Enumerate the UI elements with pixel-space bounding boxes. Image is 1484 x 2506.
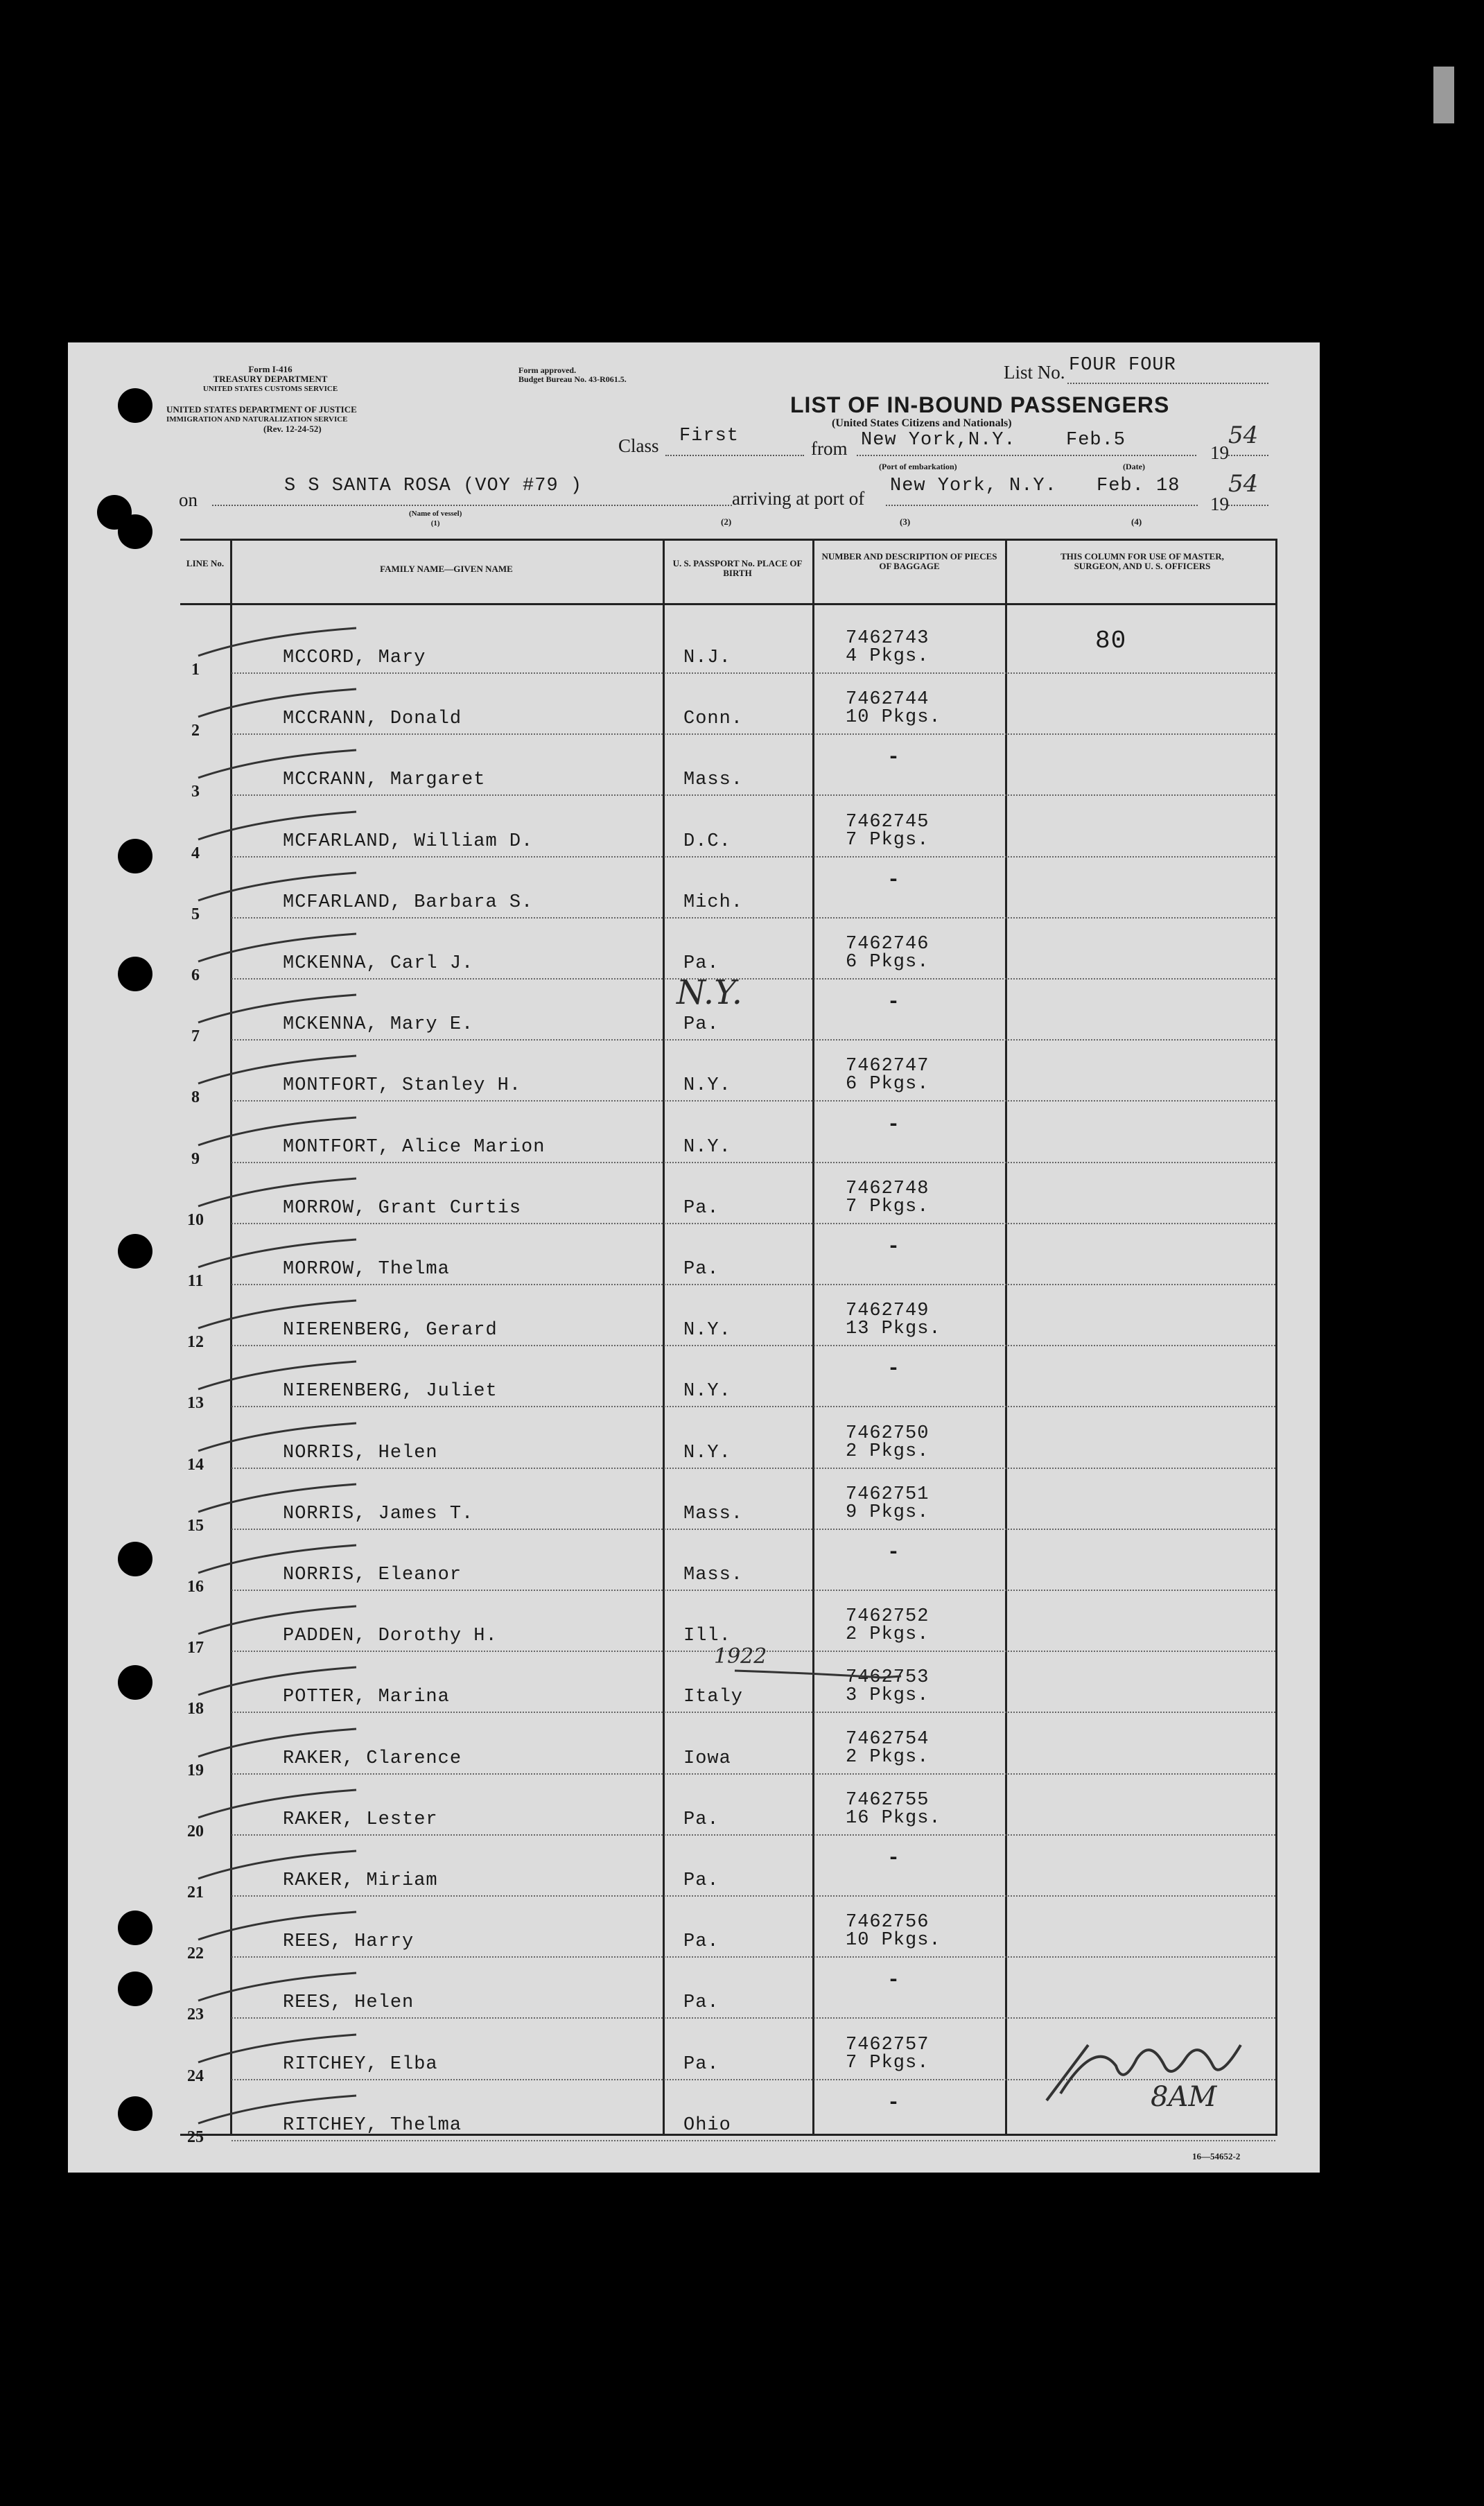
place-of-birth: Conn.	[683, 708, 744, 730]
baggage-dash: -	[887, 1847, 900, 1870]
baggage-number: 7462751	[846, 1483, 929, 1505]
table-row	[180, 1041, 1275, 1107]
place-of-birth: Mich.	[683, 891, 744, 913]
form-id-block	[166, 365, 374, 394]
line-number: 12	[187, 1333, 204, 1352]
punch-hole	[118, 1234, 152, 1269]
passenger-name: RITCHEY, Thelma	[283, 2114, 462, 2136]
place-of-birth: N.Y.	[683, 1075, 731, 1097]
baggage-pieces: 16 Pkgs.	[846, 1807, 941, 1829]
table-row	[180, 735, 1275, 801]
punch-hole	[118, 957, 152, 991]
line-number: 19	[187, 1761, 204, 1780]
passenger-name: NORRIS, Eleanor	[283, 1565, 462, 1585]
stamp-time: 8AM	[1151, 2081, 1217, 2113]
port-caption: (Port of embarkation)	[879, 462, 957, 471]
passenger-name: PADDEN, Dorothy H.	[283, 1626, 498, 1647]
table-row	[180, 1775, 1275, 1841]
form-approved: Form approved.	[518, 365, 577, 375]
arrival-port: New York, N.Y.	[890, 476, 1057, 496]
place-of-birth: N.J.	[683, 647, 731, 668]
arrival-year-prefix: 19	[1210, 494, 1229, 514]
baggage-pieces: 7 Pkgs.	[846, 1196, 929, 1217]
col-header-name: FAMILY NAME—GIVEN NAME	[380, 564, 513, 574]
col3-number: (3)	[900, 516, 911, 527]
punch-hole	[118, 388, 152, 423]
line-number: 1	[191, 661, 200, 679]
officer-note-row1: 80	[1095, 627, 1127, 655]
table-row	[180, 858, 1275, 923]
baggage-pieces: 6 Pkgs.	[846, 952, 929, 973]
line-number: 24	[187, 2066, 204, 2085]
passenger-name: MCFARLAND, Barbara S.	[283, 891, 534, 913]
class-label: Class	[618, 435, 659, 456]
place-of-birth: N.Y.	[683, 1136, 731, 1158]
col-header-baggage: NUMBER AND DESCRIPTION OF PIECES OF BAGGAGE	[821, 551, 997, 571]
baggage-dash: -	[887, 1235, 900, 1259]
punch-hole	[118, 1972, 152, 2006]
baggage-number: 7462747	[846, 1056, 929, 1077]
class-value: First	[679, 426, 740, 446]
table-row	[180, 1224, 1275, 1290]
baggage-pieces: 3 Pkgs.	[846, 1685, 929, 1707]
row-rule	[232, 2140, 1275, 2141]
from-port: New York,N.Y.	[861, 430, 1016, 451]
place-of-birth: Mass.	[683, 1503, 744, 1524]
col4-number: (4)	[1131, 516, 1142, 527]
place-of-birth: D.C.	[683, 830, 731, 852]
line-number: 21	[187, 1883, 204, 1902]
place-of-birth: Italy	[683, 1687, 744, 1708]
baggage-dash: -	[887, 746, 900, 770]
line-number: 14	[187, 1455, 204, 1474]
place-of-birth: Pa.	[683, 1197, 719, 1219]
list-no-value: FOUR FOUR	[1069, 355, 1176, 376]
baggage-number: 7462750	[846, 1422, 929, 1444]
baggage-pieces: 4 Pkgs.	[846, 646, 929, 667]
line-number: 3	[191, 783, 200, 801]
arrival-date: Feb. 18	[1097, 476, 1180, 496]
vessel-line	[212, 505, 732, 506]
list-no-label: List No.	[1004, 362, 1065, 383]
baggage-number: 7462744	[846, 689, 929, 711]
line-number: 6	[191, 966, 200, 984]
list-subtitle: (United States Citizens and Nationals)	[832, 417, 1012, 429]
baggage-pieces: 7 Pkgs.	[846, 829, 929, 851]
form-number: Form I-416	[248, 364, 293, 374]
year-line	[1228, 455, 1268, 456]
customs-name: UNITED STATES CUSTOMS SERVICE	[202, 385, 338, 393]
table-row	[180, 919, 1275, 984]
passenger-name: MCKENNA, Mary E.	[283, 1014, 474, 1036]
baggage-number: 7462749	[846, 1300, 929, 1322]
baggage-dash: -	[887, 1113, 900, 1137]
baggage-number: 7462755	[846, 1789, 929, 1811]
line-number: 15	[187, 1516, 204, 1535]
date-caption: (Date)	[1123, 462, 1145, 471]
table-row	[180, 1897, 1275, 1963]
punch-hole	[118, 1911, 152, 1945]
vessel-caption-text: (Name of vessel)	[409, 510, 462, 518]
passenger-name: MCCORD, Mary	[283, 647, 426, 668]
arrival-year-line	[1228, 505, 1268, 506]
officer-signature	[1033, 2024, 1262, 2114]
table-row	[180, 1163, 1275, 1229]
passenger-name: MONTFORT, Stanley H.	[283, 1075, 522, 1097]
place-of-birth: Mass.	[683, 769, 744, 791]
passenger-table	[180, 539, 1277, 2146]
place-of-birth: Ohio	[683, 2114, 731, 2136]
col2-number: (2)	[721, 516, 732, 527]
handwritten-ny-row7: N.Y.	[676, 973, 742, 1012]
arriving-label: arriving at port of	[732, 488, 865, 509]
table-row	[180, 797, 1275, 862]
passenger-name: MCCRANN, Margaret	[283, 769, 486, 791]
justice-block	[166, 405, 492, 434]
baggage-number: 7462756	[846, 1912, 929, 1933]
line-number: 8	[191, 1088, 200, 1107]
table-row	[180, 1958, 1275, 2024]
baggage-dash: -	[887, 868, 900, 892]
handwritten-arrow-row18	[638, 1650, 1026, 1691]
place-of-birth: N.Y.	[683, 1442, 731, 1463]
baggage-dash: -	[887, 991, 900, 1015]
line-number: 20	[187, 1822, 204, 1841]
passenger-name: MONTFORT, Alice Marion	[283, 1136, 545, 1158]
table-row	[180, 1102, 1275, 1168]
baggage-dash: -	[887, 1357, 900, 1382]
passenger-name: MCKENNA, Carl J.	[283, 953, 474, 974]
punch-hole	[118, 514, 152, 549]
list-title: LIST OF IN-BOUND PASSENGERS	[790, 392, 1170, 417]
table-row	[180, 1836, 1275, 1902]
baggage-number: 7462754	[846, 1728, 929, 1750]
passenger-name: RITCHEY, Elba	[283, 2053, 438, 2075]
baggage-number: 7462757	[846, 2034, 929, 2055]
col-header-officers: THIS COLUMN FOR USE OF MASTER, SURGEON, AND U. S. OFFICERS	[1060, 551, 1224, 571]
embark-date: Feb.5	[1066, 430, 1126, 451]
year-value: 54	[1228, 421, 1259, 449]
passenger-name: MCFARLAND, William D.	[283, 830, 534, 852]
baggage-number: 7462743	[846, 628, 929, 649]
on-label: on	[179, 489, 198, 510]
line-number: 18	[187, 1700, 204, 1718]
line-number: 5	[191, 905, 200, 923]
place-of-birth: N.Y.	[683, 1381, 731, 1402]
passenger-name: RAKER, Lester	[283, 1809, 438, 1830]
line-number: 10	[187, 1210, 204, 1229]
budget-bureau: Budget Bureau No. 43-R061.5.	[518, 374, 627, 384]
place-of-birth: N.Y.	[683, 1320, 731, 1341]
punch-hole	[118, 2096, 152, 2131]
place-of-birth: Iowa	[683, 1748, 731, 1769]
baggage-pieces: 13 Pkgs.	[846, 1319, 941, 1340]
line-number: 25	[187, 2128, 204, 2146]
table-row	[180, 1530, 1275, 1596]
baggage-dash: -	[887, 1541, 900, 1565]
vessel-caption	[409, 509, 462, 528]
immigration-name: IMMIGRATION AND NATURALIZATION SERVICE	[166, 415, 348, 424]
header-rule	[180, 603, 1275, 605]
department-name: TREASURY DEPARTMENT	[213, 374, 328, 384]
print-code: 16—54652-2	[1192, 2151, 1241, 2161]
passenger-name: MCCRANN, Donald	[283, 708, 462, 730]
table-row	[180, 1408, 1275, 1474]
list-no-line	[1067, 383, 1268, 384]
baggage-number: 7462745	[846, 811, 929, 833]
passenger-name: NORRIS, James T.	[283, 1503, 474, 1524]
from-label: from	[811, 438, 848, 459]
place-of-birth: Pa.	[683, 1992, 719, 2014]
baggage-dash: -	[887, 1969, 900, 1993]
punch-hole	[118, 1665, 152, 1700]
passenger-name: NORRIS, Helen	[283, 1442, 438, 1463]
page-edge-tab	[1433, 67, 1454, 123]
baggage-pieces: 6 Pkgs.	[846, 1074, 929, 1095]
baggage-number: 7462753	[846, 1667, 929, 1689]
line-number: 16	[187, 1578, 204, 1596]
baggage-pieces: 2 Pkgs.	[846, 1624, 929, 1646]
line-number: 7	[191, 1027, 200, 1046]
table-row	[180, 1285, 1275, 1352]
class-line	[665, 455, 804, 456]
passenger-name: POTTER, Marina	[283, 1687, 450, 1708]
line-number: 13	[187, 1394, 204, 1413]
place-of-birth: Pa.	[683, 1014, 719, 1036]
vessel-name: S S SANTA ROSA (VOY #79 )	[284, 476, 583, 496]
passenger-name: NIERENBERG, Juliet	[283, 1381, 498, 1402]
passenger-name: NIERENBERG, Gerard	[283, 1320, 498, 1341]
passenger-name: REES, Harry	[283, 1931, 414, 1953]
baggage-pieces: 9 Pkgs.	[846, 1502, 929, 1523]
line-number: 11	[187, 1272, 204, 1290]
from-line	[857, 455, 1196, 456]
arrival-line	[886, 505, 1198, 506]
line-number: 17	[187, 1639, 204, 1657]
passenger-name: MORROW, Grant Curtis	[283, 1197, 522, 1219]
baggage-number: 7462746	[846, 934, 929, 955]
baggage-pieces: 10 Pkgs.	[846, 707, 941, 729]
line-number: 2	[191, 722, 200, 740]
place-of-birth: Ill.	[683, 1626, 731, 1647]
place-of-birth: Pa.	[683, 1809, 719, 1830]
col-header-passport: U. S. PASSPORT No. PLACE OF BIRTH	[672, 558, 803, 578]
baggage-pieces: 10 Pkgs.	[846, 1930, 941, 1951]
passenger-name: REES, Helen	[283, 1992, 414, 2014]
year-prefix: 19	[1210, 442, 1229, 463]
passenger-name: MORROW, Thelma	[283, 1259, 450, 1280]
table-row	[180, 1346, 1275, 1413]
line-number: 23	[187, 2005, 204, 2024]
baggage-number: 7462752	[846, 1606, 929, 1628]
approval-block	[518, 366, 627, 384]
baggage-dash: -	[887, 2091, 900, 2115]
baggage-pieces: 2 Pkgs.	[846, 1746, 929, 1768]
line-number: 22	[187, 1944, 204, 1963]
place-of-birth: Pa.	[683, 1931, 719, 1953]
place-of-birth: Pa.	[683, 1259, 719, 1280]
vessel-caption-num: (1)	[430, 519, 440, 528]
punch-hole	[118, 1542, 152, 1576]
punch-hole	[118, 839, 152, 873]
col-header-line-no: LINE No.	[186, 558, 225, 568]
place-of-birth: Pa.	[683, 2053, 719, 2075]
baggage-pieces: 2 Pkgs.	[846, 1441, 929, 1462]
baggage-number: 7462748	[846, 1178, 929, 1199]
table-row	[180, 674, 1275, 740]
revision-note: (Rev. 12-24-52)	[263, 424, 322, 434]
passenger-name: RAKER, Miriam	[283, 1870, 438, 1891]
justice-name: UNITED STATES DEPARTMENT OF JUSTICE	[166, 404, 357, 415]
line-number: 4	[191, 844, 200, 862]
place-of-birth: Mass.	[683, 1565, 744, 1585]
place-of-birth: Pa.	[683, 953, 719, 974]
baggage-pieces: 7 Pkgs.	[846, 2052, 929, 2073]
handwritten-year-row18: 1922	[714, 1644, 767, 1669]
place-of-birth: Pa.	[683, 1870, 719, 1891]
arrival-year-value: 54	[1228, 470, 1259, 498]
line-number: 9	[191, 1149, 200, 1168]
table-row	[180, 1469, 1275, 1535]
passenger-name: RAKER, Clarence	[283, 1748, 462, 1769]
table-row	[180, 1714, 1275, 1780]
